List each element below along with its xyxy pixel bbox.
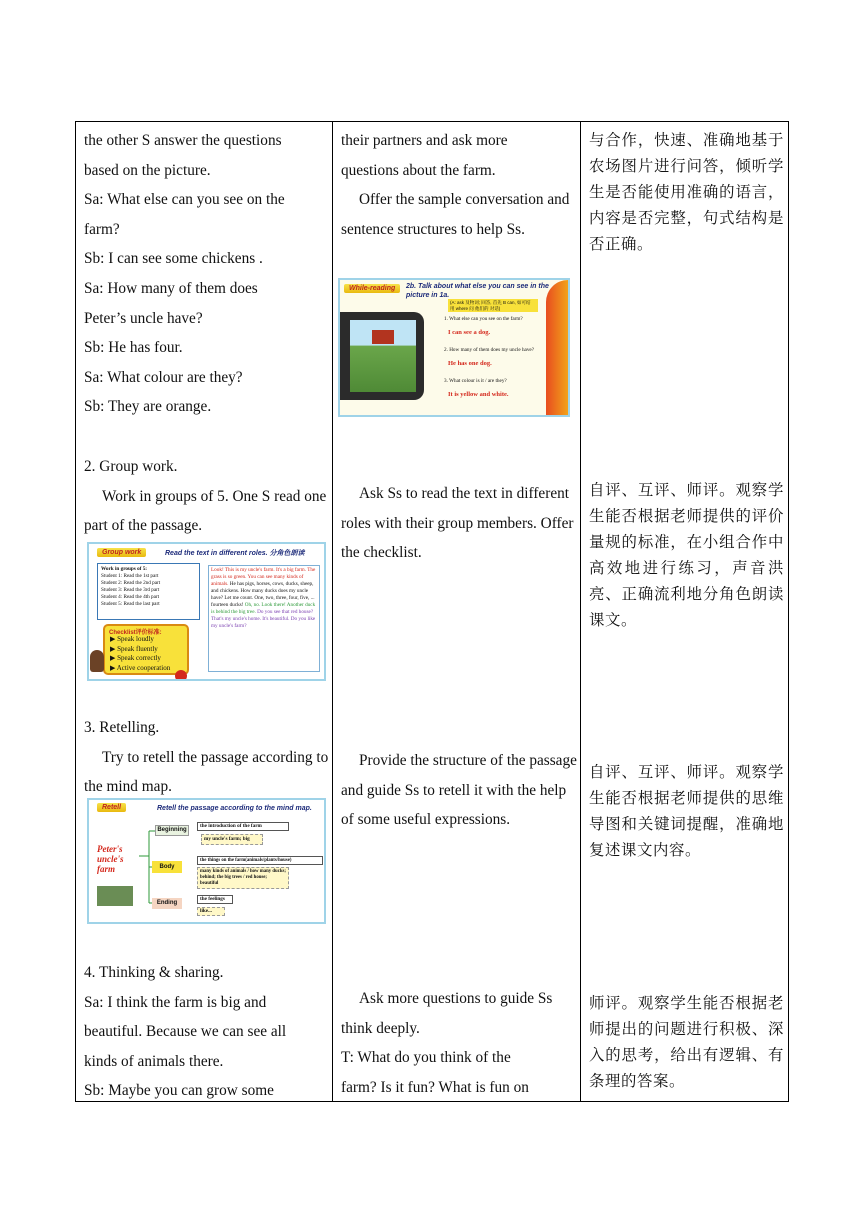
mindmap-box: the things on the farm(animals/plants/house) (197, 856, 323, 865)
dialogue-line: Sa: What else can you see on the (84, 191, 285, 209)
checklist-title: Checklist评价标准: (109, 630, 162, 636)
role-item: Student 4: Read the 4th part (101, 594, 160, 600)
slide-title: 2b. Talk about what else you can see in the picture in 1a. (406, 283, 549, 299)
mindmap-branch: Beginning (155, 825, 189, 836)
slide-answer: He has one dog. (448, 360, 492, 367)
slide-answer: I can see a dog. (448, 329, 491, 336)
section-text: Try to retell the passage according to the mind map. (84, 748, 329, 796)
slide-title: Retell the passage according to the mind map. (157, 805, 312, 812)
check-icon: ▶ (110, 663, 117, 672)
role-item: Student 1: Read the 1st part (101, 573, 159, 579)
section-heading: 4. Thinking & sharing. (84, 964, 224, 981)
barn-icon (372, 330, 394, 344)
role-item: Student 5: Read the last part (101, 601, 160, 607)
evaluation-text: 师评。观察学生能否根据老师提出的问题进行积极、深入的思考，给出有逻辑、有条理的答案。 (589, 994, 784, 1090)
slide-question: 3. What colour is it / are they? (444, 378, 507, 384)
dialogue-line: Sa: What colour are they? (84, 368, 243, 386)
slide-answer: It is yellow and white. (448, 391, 509, 398)
dialogue-line: kinds of animals there. (84, 1052, 224, 1070)
check-icon: ▶ (110, 644, 118, 653)
role-item: Student 3: Read the 3rd part (101, 587, 160, 593)
slide-question: 2. How many of them does my uncle have? (444, 347, 535, 353)
decoration-icon (175, 670, 187, 681)
checklist-box (103, 624, 189, 675)
evaluation-text: 与合作，快速、准确地基于农场图片进行问答，倾听学生是否能使用准确的语言，内容是否完整，句式结构是否正确。 (589, 131, 784, 253)
dialogue-line: Sb: They are orange. (84, 398, 212, 416)
group-work-block (84, 452, 332, 541)
role-item: Student 2: Read the 2nd part (101, 580, 161, 586)
passage-part: Oh, no. Look there! Another duck is behind the big tree. (211, 602, 316, 615)
teacher-group-text: Ask Ss to read the text in different roles with their group members. Offer the checklist. (341, 485, 574, 562)
dialogue-line: Sa: How many of them does (84, 279, 258, 297)
passage-part: Look! This is my uncle's farm. It's a big farm. The grass is so green. You can see many kinds of animals. (211, 567, 316, 587)
lesson-plan-table (75, 121, 789, 1102)
section-heading: 2. Group work. (84, 458, 178, 475)
decoration-arc (546, 280, 568, 417)
dialogue-line: the other S answer the questions (84, 132, 282, 149)
dialogue-line: Sb: Maybe you can grow some (84, 1082, 274, 1100)
teacher-activity-column (341, 122, 581, 1101)
roles-heading: Work in groups of 5: (101, 566, 148, 572)
evaluation-text: 自评、互评、师评。观察学生能否根据老师提供的评价量规的标准，在小组合作中高效地进行练习，声音洪亮、正确流利地分角色朗读课文。 (589, 481, 784, 629)
teacher-line: questions about the farm. (341, 161, 496, 179)
passage-box (208, 565, 320, 672)
passage-part: He has pigs, horses, cows, ducks, sheep, and chickens. How many ducks does my uncle have? Let me count. One, two, three, four, five, ... fourteen ducks! (211, 581, 315, 608)
retelling-block (84, 713, 332, 802)
teacher-retell-text: Provide the structure of the passage and guide Ss to retell it with the help of some useful expressions. (341, 752, 577, 829)
teacher-line: T: What do you think of the (341, 1049, 511, 1067)
evaluation-column (589, 122, 784, 1101)
group-work-slide (87, 542, 326, 681)
section-heading: 3. Retelling. (84, 719, 160, 736)
dialogue-line: Peter’s uncle have? (84, 309, 203, 327)
group-roles-box (97, 563, 200, 620)
while-reading-slide (338, 278, 570, 417)
check-icon: ▶ (110, 654, 118, 662)
slide-question: 1. What else can you see on the farm? (444, 316, 523, 322)
dialogue-line: Sb: I can see some chickens . (84, 250, 263, 268)
teacher-thinking-block (341, 984, 581, 1102)
mindmap-center: Peter's uncle's farm (97, 844, 124, 874)
teacher-text: Offer the sample conversation and sentence structures to help Ss. (341, 191, 570, 238)
teacher-line: farm? Is it fun? What is fun on (341, 1078, 529, 1096)
dialogue-line: Sa: I think the farm is big and (84, 993, 267, 1011)
roles-list (98, 573, 199, 608)
dialogue-line: Sb: He has four. (84, 339, 183, 357)
passage-part: Do you see that red house? That's my uncle's home. It's beautiful. Do you like my uncle's farm? (211, 609, 316, 629)
student-activity-column (84, 122, 332, 1101)
teacher-intro-block (341, 126, 581, 244)
dialogue-block (84, 126, 332, 422)
retell-slide (87, 798, 326, 924)
mindmap-box: the introduction of the farm (197, 822, 289, 831)
dialogue-line: beautiful. Because we can see all (84, 1023, 287, 1041)
checklist-items: ▶ Speak loudly ▶ Speak fluently ▶ Speak correctly ▶ Active cooperation (110, 635, 171, 672)
slide-tag: Group work (97, 548, 146, 557)
slide-tag: While-reading (344, 284, 400, 293)
teacher-text: Ask more questions to guide Ss think deeply. (341, 990, 553, 1037)
slide-tag: Retell (97, 803, 126, 812)
cartoon-student-icon (90, 650, 104, 672)
dialogue-line: based on the picture. (84, 161, 211, 179)
section-text: Work in groups of 5. One S read one part of the passage. (84, 487, 327, 535)
teacher-line: their partners and ask more (341, 132, 508, 149)
mindmap-detail: my uncle's farm; big (201, 834, 263, 845)
tablet-frame (340, 312, 424, 400)
evaluation-text: 自评、互评、师评。观察学生能否根据老师提供的思维导图和关键词提醒，准确地复述课文内容。 (589, 763, 784, 859)
check-icon: ▶ (110, 635, 118, 643)
slide-title: Read the text in different roles. 分角色朗读 (165, 550, 305, 557)
thinking-block (84, 958, 332, 1106)
mindmap-branch: Body (152, 861, 182, 873)
mindmap-detail: like... (197, 907, 225, 916)
mindmap-box: the feelings (197, 895, 233, 904)
farm-picture (350, 320, 416, 392)
column-divider (332, 122, 333, 1101)
mindmap-detail: many kinds of animals / how many ducks; behind; the big trees / red house; beautiful (197, 867, 289, 889)
slide-hint: (A: ask 及物词; 回答, 首先 B can, 如可结 用 where 问 他们的 对话) (448, 299, 538, 312)
dialogue-line: farm? (84, 220, 120, 238)
mindmap-branch: Ending (152, 898, 182, 909)
